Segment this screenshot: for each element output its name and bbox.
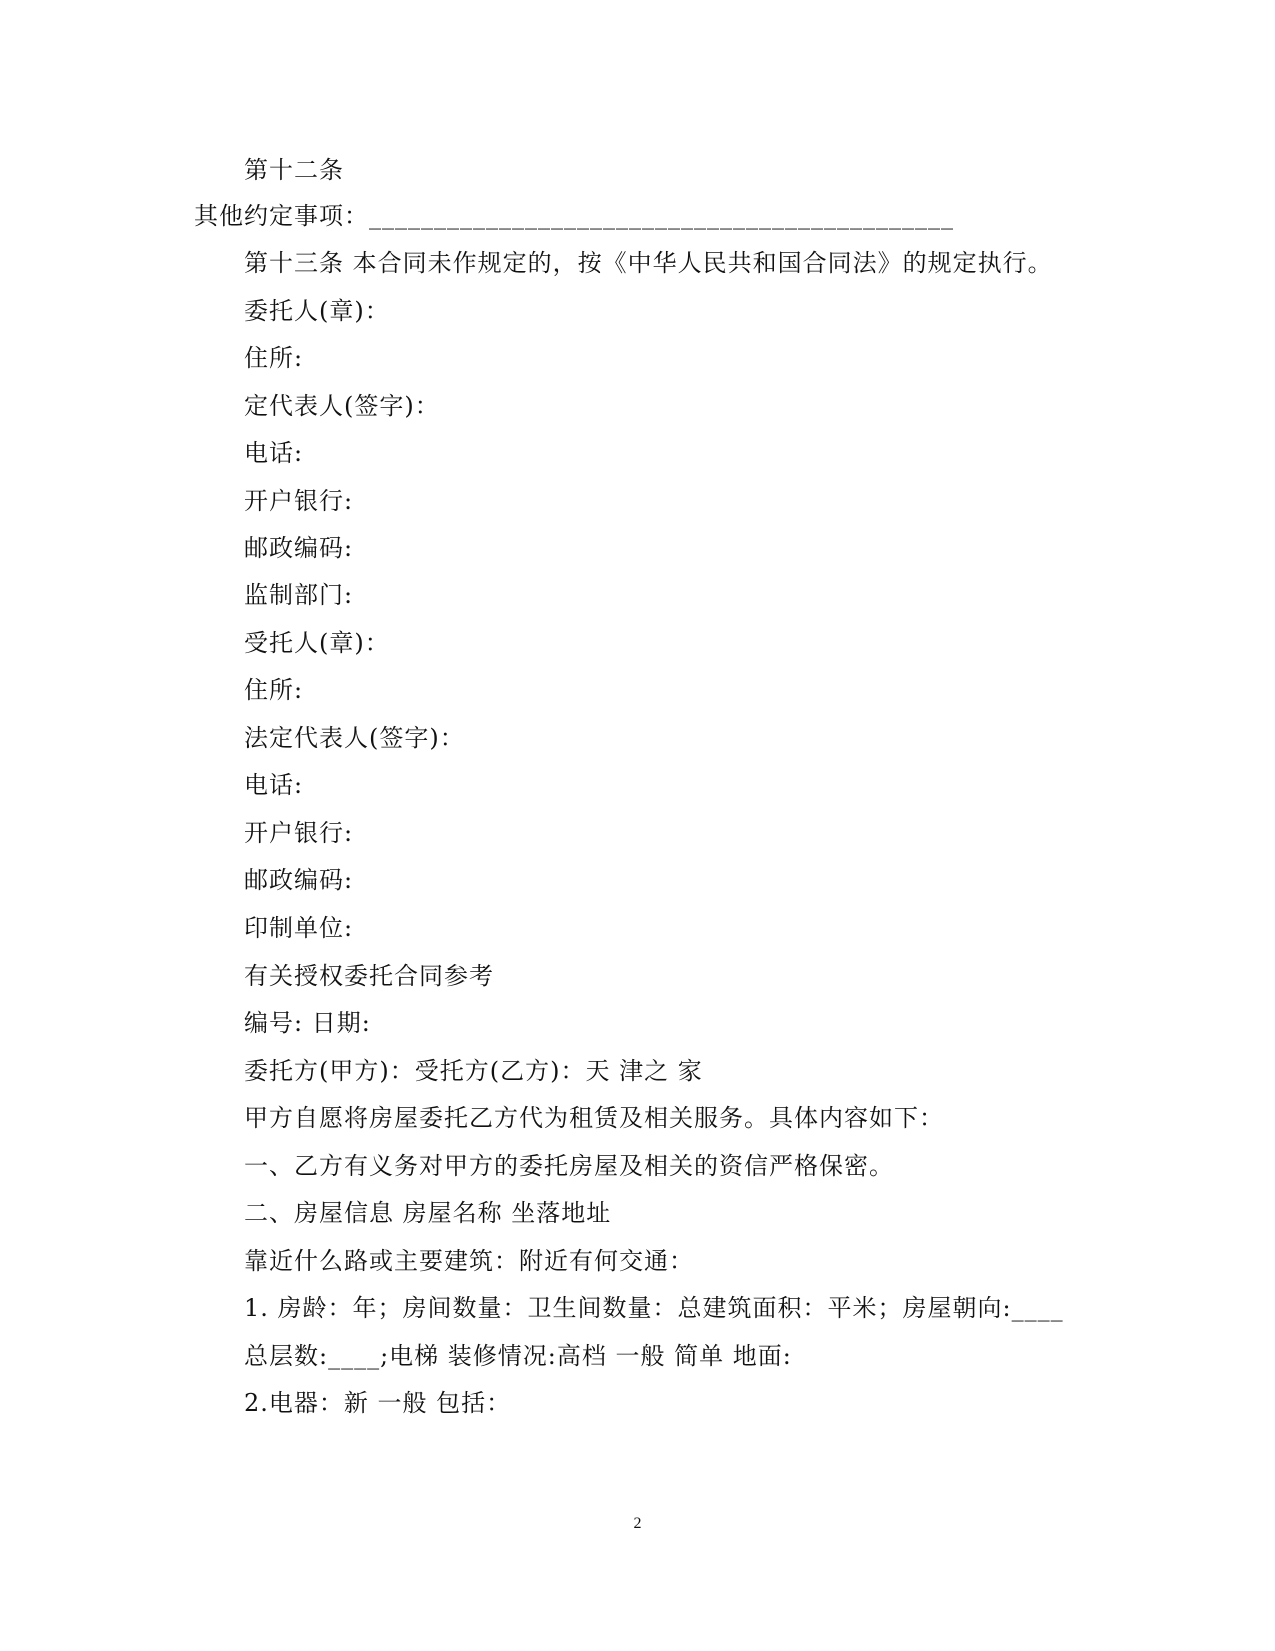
agent-postcode-field: 邮政编码: xyxy=(244,866,354,894)
intro-paragraph: 甲方自愿将房屋委托乙方代为租赁及相关服务。具体内容如下： xyxy=(244,1104,944,1132)
reference-contract-title: 有关授权委托合同参考 xyxy=(244,962,494,990)
principal-seal-field: 委托人(章)： xyxy=(244,297,390,325)
agent-bank-field: 开户银行: xyxy=(244,819,354,847)
nearby-info-line: 靠近什么路或主要建筑：附近有何交通： xyxy=(244,1247,694,1275)
article-13-text: 第十三条 本合同未作规定的，按《中华人民共和国合同法》的规定执行。 xyxy=(244,249,1053,277)
agent-address-field: 住所: xyxy=(244,676,304,704)
house-details-line: 1. 房龄：年；房间数量：卫生间数量：总建筑面积：平米；房屋朝向:____ xyxy=(244,1294,1064,1322)
agent-phone-field: 电话: xyxy=(244,771,304,799)
agent-seal-field: 受托人(章)： xyxy=(244,629,390,657)
printing-unit-field: 印制单位: xyxy=(244,914,354,942)
page-number: 2 xyxy=(633,1515,642,1532)
agent-representative-field: 法定代表人(签字)： xyxy=(244,724,465,752)
supervising-dept-field: 监制部门: xyxy=(244,581,354,609)
principal-phone-field: 电话: xyxy=(244,439,304,467)
other-terms-line: 其他约定事项：_____________________________________________ xyxy=(194,202,954,230)
clause-2-house-info: 二、房屋信息 房屋名称 坐落地址 xyxy=(244,1199,612,1227)
principal-postcode-field: 邮政编码: xyxy=(244,534,354,562)
parties-line: 委托方(甲方)：受托方(乙方)：天 津之 家 xyxy=(244,1057,703,1085)
principal-representative-field: 定代表人(签字)： xyxy=(244,392,440,420)
floors-decoration-line: 总层数:____;电梯 装修情况:高档 一般 简单 地面: xyxy=(244,1342,792,1370)
article-12-heading: 第十二条 xyxy=(244,156,344,184)
clause-1: 一、乙方有义务对甲方的委托房屋及相关的资信严格保密。 xyxy=(244,1152,894,1180)
appliances-line: 2.电器：新 一般 包括： xyxy=(244,1389,512,1417)
principal-bank-field: 开户银行: xyxy=(244,487,354,515)
principal-address-field: 住所: xyxy=(244,344,304,372)
number-date-line: 编号: 日期: xyxy=(244,1009,371,1037)
